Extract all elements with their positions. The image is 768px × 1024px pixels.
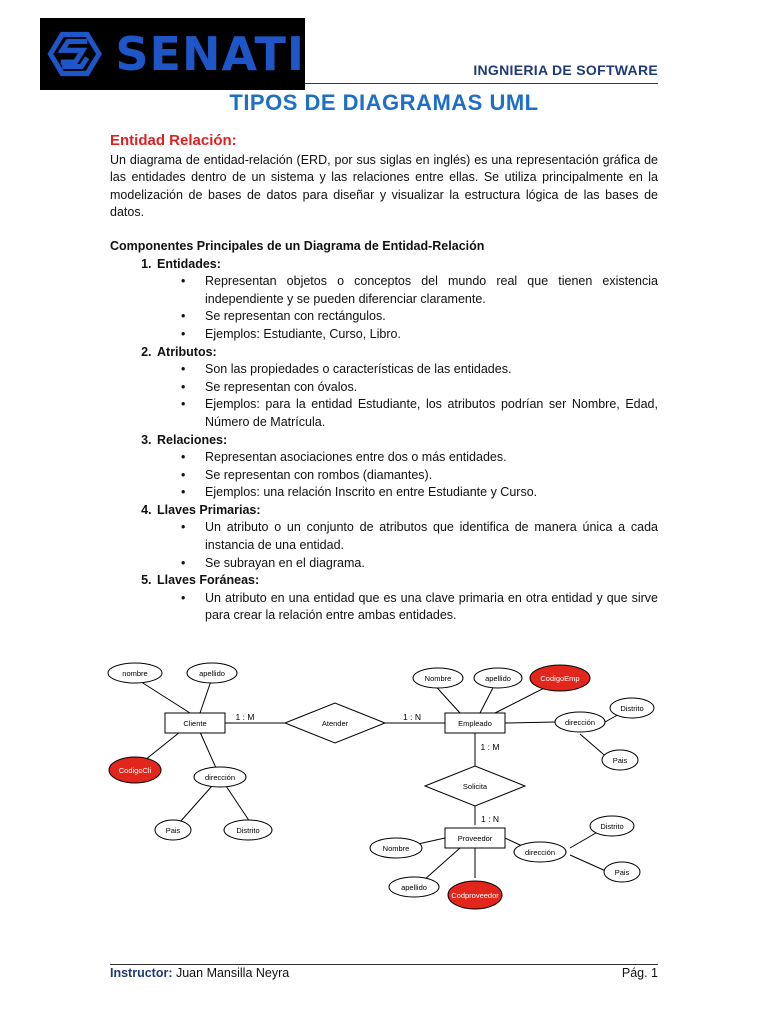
bullet-item: • Representan objetos o conceptos del mundo real que tienen existencia independiente y se pueden diferenciar claramente. (205, 273, 658, 308)
attribute-label: apellido (485, 674, 511, 683)
entity-proveedor-label: Proveedor (457, 834, 493, 843)
cardinality-label: 1 : N (481, 814, 499, 824)
senati-logo (40, 18, 305, 90)
bullet-item: • Se representan con rectángulos. (205, 308, 658, 326)
course-name: INGNIERIA DE SOFTWARE (473, 62, 658, 78)
bullet-list (157, 361, 658, 431)
attribute-label: dirección (564, 718, 596, 727)
item-label: Atributos: (157, 344, 217, 359)
bullet-item: • Se representan con óvalos. (205, 379, 658, 397)
list-item (155, 572, 658, 625)
cardinality-label: 1 : M (480, 742, 500, 752)
bullet-item: • Se representan con rombos (diamantes). (205, 467, 658, 485)
attribute-label: Pais (612, 756, 628, 765)
main-content (110, 132, 658, 625)
attribute-label: CodigoEmp (540, 674, 580, 683)
attribute-label: apellido (199, 669, 225, 678)
er-diagram (100, 650, 660, 920)
attribute-label: Distrito (236, 826, 260, 835)
bullet-item: • Ejemplos: para la entidad Estudiante, los atributos podrían ser Nombre, Edad, Número de Matrícula. (205, 396, 658, 431)
attribute-label: Pais (165, 826, 181, 835)
bullet-list (157, 449, 658, 502)
attribute-label: Distrito (600, 822, 624, 831)
senati-emblem-icon (46, 21, 103, 87)
bullet-list (157, 590, 658, 625)
page-title: TIPOS DE DIAGRAMAS UML (229, 90, 539, 115)
bullet-item: • Se subrayan en el diagrama. (205, 555, 658, 573)
attribute-label: Nombre (424, 674, 452, 683)
attribute-label: Codproveedor (451, 891, 499, 900)
entity-cliente-label: Cliente (183, 719, 207, 728)
footer (110, 966, 658, 980)
item-label: Llaves Foráneas: (157, 573, 260, 588)
entity-empleado-label: Empleado (458, 719, 492, 728)
bullet-list (157, 273, 658, 343)
instructor-label: Instructor: (110, 966, 173, 980)
relation-solicita-label: Solicita (462, 782, 488, 791)
components-title: Componentes Principales de un Diagrama de Entidad-Relación (110, 238, 485, 253)
list-item (155, 256, 658, 344)
bullet-item: • Ejemplos: una relación Inscrito en entre Estudiante y Curso. (205, 484, 658, 502)
list-item (155, 344, 658, 432)
bullet-item: • Un atributo en una entidad que es una clave primaria en otra entidad y que sirve para crear la relación entre ambas entidades. (205, 590, 658, 625)
intro-paragraph: Un diagrama de entidad-relación (ERD, por sus siglas en inglés) es una representación gráfica de las entidades dentro de un sistema y las relaciones entre ellas. Se utiliza principalmente en la modelización de bases de datos para diseñar y visualizar la estructura lógica de las bases de datos. (110, 152, 658, 220)
bullet-item: • Representan asociaciones entre dos o más entidades. (205, 449, 658, 467)
footer-divider (110, 964, 658, 965)
cardinality-label: 1 : N (403, 712, 421, 722)
section-heading: Entidad Relación: (110, 132, 237, 149)
cardinality-label: 1 : M (235, 712, 255, 722)
bullet-item: • Un atributo o un conjunto de atributos que identifica de manera única a cada instancia de una entidad. (205, 519, 658, 554)
item-label: Llaves Primarias: (157, 502, 261, 517)
attribute-label: apellido (401, 883, 427, 892)
attribute-label: Nombre (382, 844, 410, 853)
relation-atender-label: Atender (321, 719, 349, 728)
list-item (155, 502, 658, 572)
instructor (110, 966, 289, 980)
page-number: Pág. 1 (621, 966, 658, 980)
bullet-item: • Son las propiedades o características de las entidades. (205, 361, 658, 379)
bullet-item: • Ejemplos: Estudiante, Curso, Libro. (205, 326, 658, 344)
list-item (155, 432, 658, 502)
bullet-list (157, 519, 658, 572)
item-label: Relaciones: (157, 432, 228, 447)
logo-text: SENATI (115, 27, 305, 81)
attribute-label: CodigoCli (118, 766, 152, 775)
attribute-label: dirección (524, 848, 556, 857)
item-label: Entidades: (157, 256, 221, 271)
instructor-name: Juan Mansilla Neyra (175, 966, 290, 980)
attribute-label: dirección (204, 773, 236, 782)
attribute-label: Pais (614, 868, 630, 877)
attribute-label: Distrito (620, 704, 644, 713)
attribute-label: nombre (122, 669, 148, 678)
header-divider (305, 83, 658, 84)
components-list (110, 256, 658, 625)
